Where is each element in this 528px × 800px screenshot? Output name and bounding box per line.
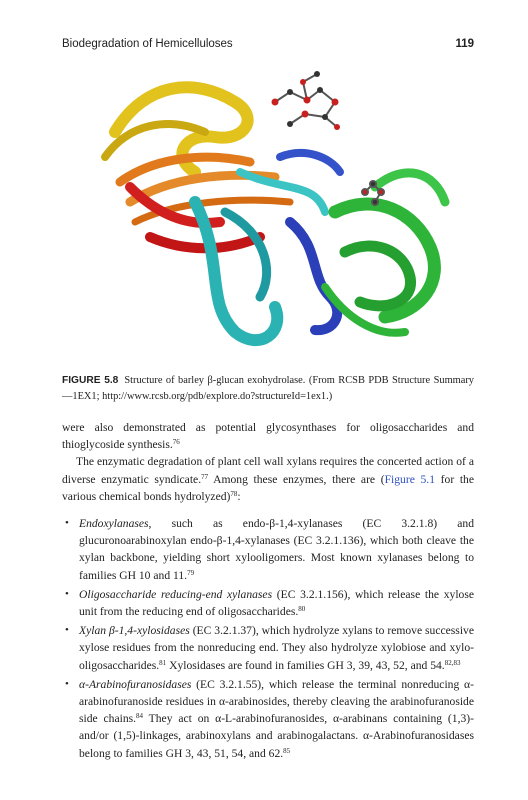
running-head-title: Biodegradation of Hemicelluloses <box>62 38 233 50</box>
list-item <box>62 622 474 674</box>
ribbon-teal-3 <box>240 172 325 212</box>
citation: 81 <box>159 658 167 667</box>
paragraph-2 <box>62 453 474 505</box>
list-item <box>62 515 474 584</box>
ribbon-blue <box>290 222 337 330</box>
protein-ribbon-illustration <box>75 62 460 362</box>
list-item-text-tail: They act on α-L-arabinofuranosides, α-arabinans containing (1,3)- and/or (1,5)-linkages, arabinoxylans and arabinogalactans. α-Arabinofuranosidases belong to families GH 3, 43, 51, 54, and 62. <box>79 712 475 760</box>
figure-label: FIGURE 5.8 <box>62 375 119 386</box>
figure-caption <box>62 373 474 404</box>
list-item-text-tail: Xylosidases are found in families GH 3, 39, 43, 52, and 54. <box>166 658 445 672</box>
citation: 79 <box>187 568 195 577</box>
paragraph-2-text-d: : <box>237 489 241 503</box>
paragraph-1-text: were also demonstrated as potential glycosynthases for oligosaccharides and thioglycoside synthesis. <box>62 421 474 452</box>
bullet-icon: • <box>65 624 69 637</box>
citation: 78 <box>230 489 238 498</box>
bullet-icon: • <box>65 587 69 600</box>
citation: 77 <box>201 472 209 481</box>
body-text <box>62 419 474 764</box>
list-item <box>62 676 474 762</box>
paragraph-2-text-a: The enzymatic degradation of plant cell wall xylans requires the concerted action of a diverse enzymatic syndicate. <box>62 455 474 486</box>
enzyme-list <box>62 515 474 762</box>
citation: 85 <box>283 746 291 755</box>
protein-structure-figure <box>75 62 460 362</box>
citation: 84 <box>136 712 144 721</box>
list-item-text: , such as endo-β-1,4-xylanases (EC 3.2.1.8) and glucuronoarabinoxylan endo-β-1,4-xylanases (EC 3.2.1.136), which both cleave the xylan backbone, yielding short xylooligomers. Most known xylanases belong to families GH 10 and 11. <box>79 517 474 582</box>
figure-reference-link[interactable]: Figure 5.1 <box>384 472 436 486</box>
citation: 82,83 <box>444 658 461 667</box>
running-head <box>62 38 474 54</box>
paragraph-2-text-b: Among these enzymes, there are ( <box>208 472 385 486</box>
page-number: 119 <box>455 38 474 50</box>
enzyme-term: Xylan β-1,4-xylosidases <box>79 624 190 638</box>
enzyme-term: Endoxylanases <box>79 517 149 531</box>
citation: 80 <box>298 605 306 614</box>
bullet-icon: • <box>65 517 69 530</box>
paragraph-1 <box>62 419 474 453</box>
bullet-icon: • <box>65 677 69 690</box>
figure-caption-text: Structure of barley β-glucan exohydrolase. (From RCSB PDB Structure Summary—1EX1; http://www.rcsb.org/pdb/explore.do?structureId=1ex1.) <box>62 375 474 402</box>
enzyme-term: α-Arabinofuranosidases <box>79 677 192 691</box>
citation: 76 <box>172 438 180 447</box>
ribbon-teal-2 <box>225 212 267 297</box>
paragraph-2-text-c: for the various chemical bonds hydrolyzed) <box>62 472 474 503</box>
enzyme-term: Oligosaccharide reducing-end xylanases <box>79 587 273 601</box>
list-item-text: (EC 3.2.1.37), which hydrolyze xylans to remove successive xylose residues from the nonreducing end. They also hydrolyze xylobiose and xylo-oligosaccharides. <box>79 624 474 672</box>
list-item <box>62 586 474 620</box>
list-item-text: (EC 3.2.1.156), which release the xylose unit from the reducing end of oligosaccharides. <box>79 587 475 619</box>
ribbon-green-2 <box>345 246 411 306</box>
ribbon-green-3 <box>375 173 445 202</box>
ribbon-blue-2 <box>280 153 340 172</box>
list-item-text: (EC 3.2.1.55), which release the terminal nonreducing α-arabinofuranoside residues in α-arabinosides, thereby cleaving the arabinofuranoside side chains. <box>79 677 474 726</box>
